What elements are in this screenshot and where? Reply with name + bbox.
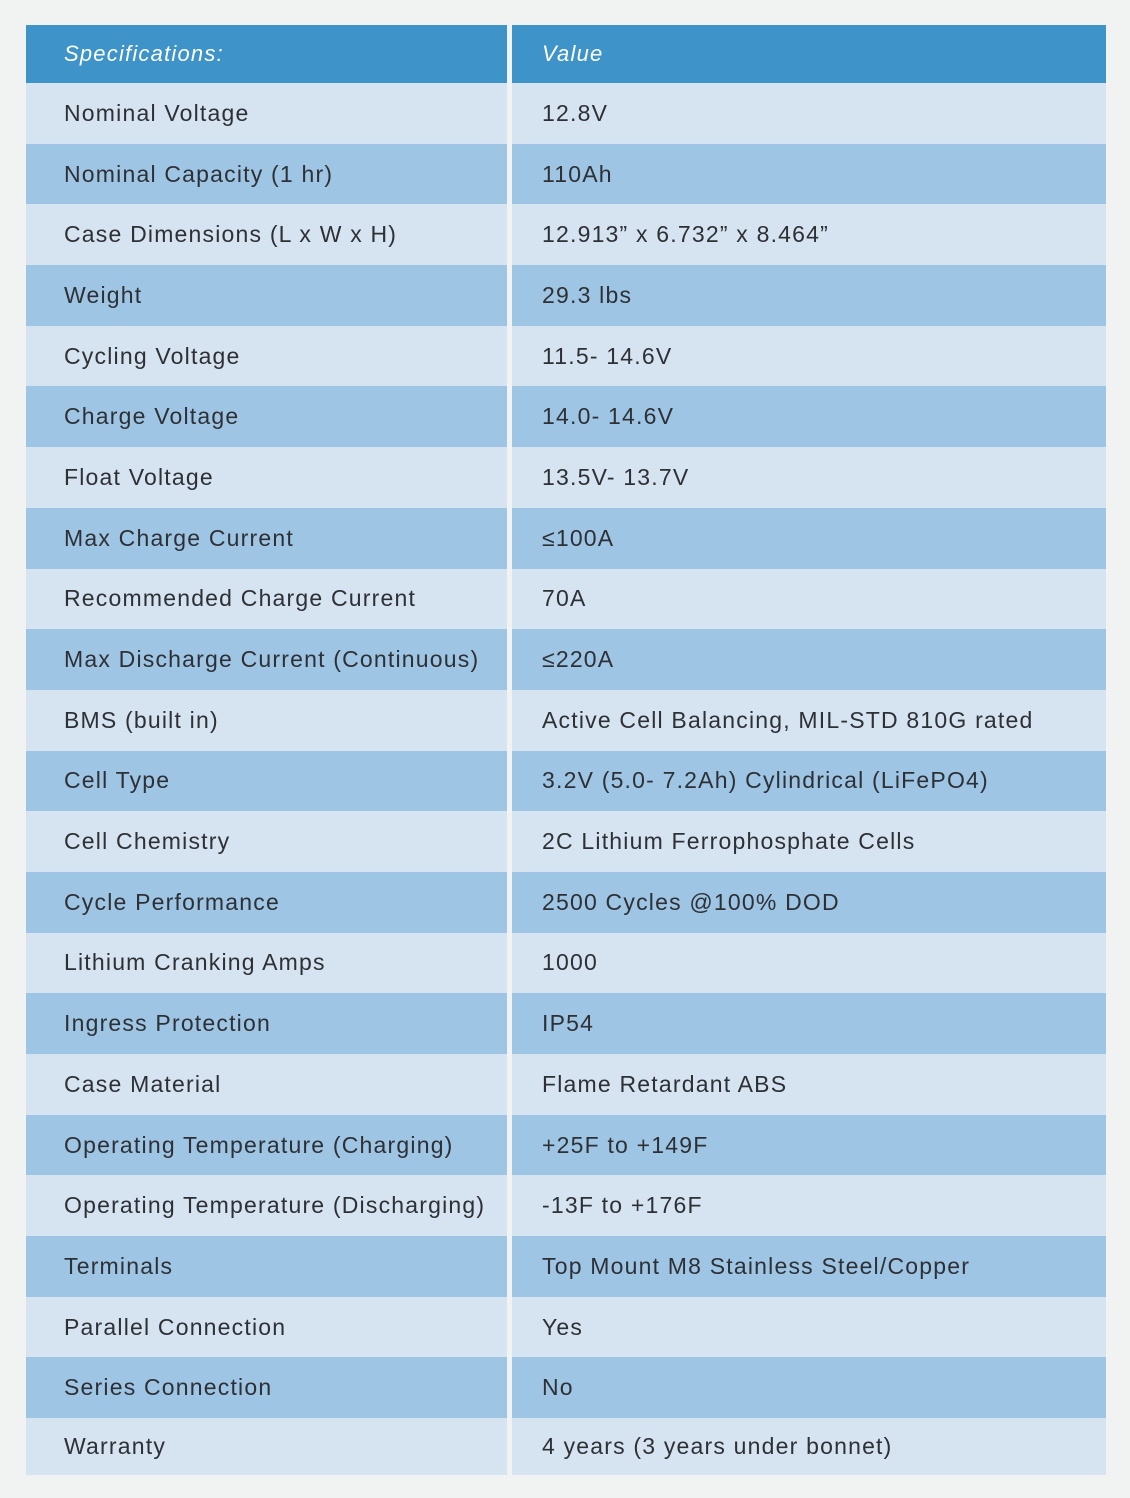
spec-value-cell: 4 years (3 years under bonnet) — [512, 1418, 1106, 1475]
spec-value-cell: -13F to +176F — [512, 1175, 1106, 1236]
spec-value-cell: Active Cell Balancing, MIL-STD 810G rated — [512, 690, 1106, 751]
spec-value-cell: IP54 — [512, 993, 1106, 1054]
spec-value-cell: Yes — [512, 1297, 1106, 1358]
spec-name-cell: Warranty — [26, 1418, 507, 1475]
spec-name-cell: Cell Type — [26, 751, 507, 812]
spec-table — [26, 25, 1106, 1475]
table-row — [26, 933, 1106, 994]
table-row — [26, 872, 1106, 933]
spec-name-cell: Operating Temperature (Discharging) — [26, 1175, 507, 1236]
table-row — [26, 386, 1106, 447]
spec-name-cell: Nominal Voltage — [26, 83, 507, 144]
spec-value-cell: +25F to +149F — [512, 1115, 1106, 1176]
spec-value-cell: 11.5- 14.6V — [512, 326, 1106, 387]
table-row — [26, 690, 1106, 751]
spec-value-cell: 2500 Cycles @100% DOD — [512, 872, 1106, 933]
spec-value-cell: 70A — [512, 569, 1106, 630]
table-row — [26, 1236, 1106, 1297]
spec-name-cell: Series Connection — [26, 1357, 507, 1418]
spec-value-cell: ≤100A — [512, 508, 1106, 569]
spec-name-cell: BMS (built in) — [26, 690, 507, 751]
spec-value-cell: 3.2V (5.0- 7.2Ah) Cylindrical (LiFePO4) — [512, 751, 1106, 812]
spec-value-cell: No — [512, 1357, 1106, 1418]
spec-value-cell: Flame Retardant ABS — [512, 1054, 1106, 1115]
spec-value-cell: 1000 — [512, 933, 1106, 994]
spec-value-cell: 29.3 lbs — [512, 265, 1106, 326]
spec-value-cell: 14.0- 14.6V — [512, 386, 1106, 447]
table-row — [26, 326, 1106, 387]
spec-name-cell: Float Voltage — [26, 447, 507, 508]
table-row — [26, 83, 1106, 144]
table-row — [26, 1357, 1106, 1418]
table-row — [26, 204, 1106, 265]
column-header-specifications: Specifications: — [26, 25, 507, 83]
spec-name-cell: Cycling Voltage — [26, 326, 507, 387]
spec-name-cell: Max Charge Current — [26, 508, 507, 569]
table-body — [26, 83, 1106, 1475]
table-row — [26, 265, 1106, 326]
table-row — [26, 569, 1106, 630]
spec-name-cell: Lithium Cranking Amps — [26, 933, 507, 994]
table-row — [26, 751, 1106, 812]
spec-name-cell: Cell Chemistry — [26, 811, 507, 872]
spec-value-cell: 12.913” x 6.732” x 8.464” — [512, 204, 1106, 265]
spec-value-cell: Top Mount M8 Stainless Steel/Copper — [512, 1236, 1106, 1297]
spec-name-cell: Ingress Protection — [26, 993, 507, 1054]
table-row — [26, 1418, 1106, 1475]
spec-name-cell: Terminals — [26, 1236, 507, 1297]
table-row — [26, 1115, 1106, 1176]
spec-value-cell: ≤220A — [512, 629, 1106, 690]
table-row — [26, 993, 1106, 1054]
table-row — [26, 1175, 1106, 1236]
spec-name-cell: Nominal Capacity (1 hr) — [26, 144, 507, 205]
spec-name-cell: Charge Voltage — [26, 386, 507, 447]
table-row — [26, 508, 1106, 569]
table-row — [26, 811, 1106, 872]
spec-name-cell: Case Dimensions (L x W x H) — [26, 204, 507, 265]
spec-name-cell: Operating Temperature (Charging) — [26, 1115, 507, 1176]
spec-name-cell: Case Material — [26, 1054, 507, 1115]
spec-name-cell: Recommended Charge Current — [26, 569, 507, 630]
spec-value-cell: 2C Lithium Ferrophosphate Cells — [512, 811, 1106, 872]
table-row — [26, 629, 1106, 690]
spec-value-cell: 12.8V — [512, 83, 1106, 144]
spec-name-cell: Parallel Connection — [26, 1297, 507, 1358]
table-row — [26, 447, 1106, 508]
table-row — [26, 1297, 1106, 1358]
table-row — [26, 1054, 1106, 1115]
spec-value-cell: 110Ah — [512, 144, 1106, 205]
table-header — [26, 25, 1106, 83]
spec-name-cell: Cycle Performance — [26, 872, 507, 933]
spec-name-cell: Max Discharge Current (Continuous) — [26, 629, 507, 690]
spec-name-cell: Weight — [26, 265, 507, 326]
column-header-value: Value — [512, 25, 1106, 83]
spec-value-cell: 13.5V- 13.7V — [512, 447, 1106, 508]
table-row — [26, 144, 1106, 205]
